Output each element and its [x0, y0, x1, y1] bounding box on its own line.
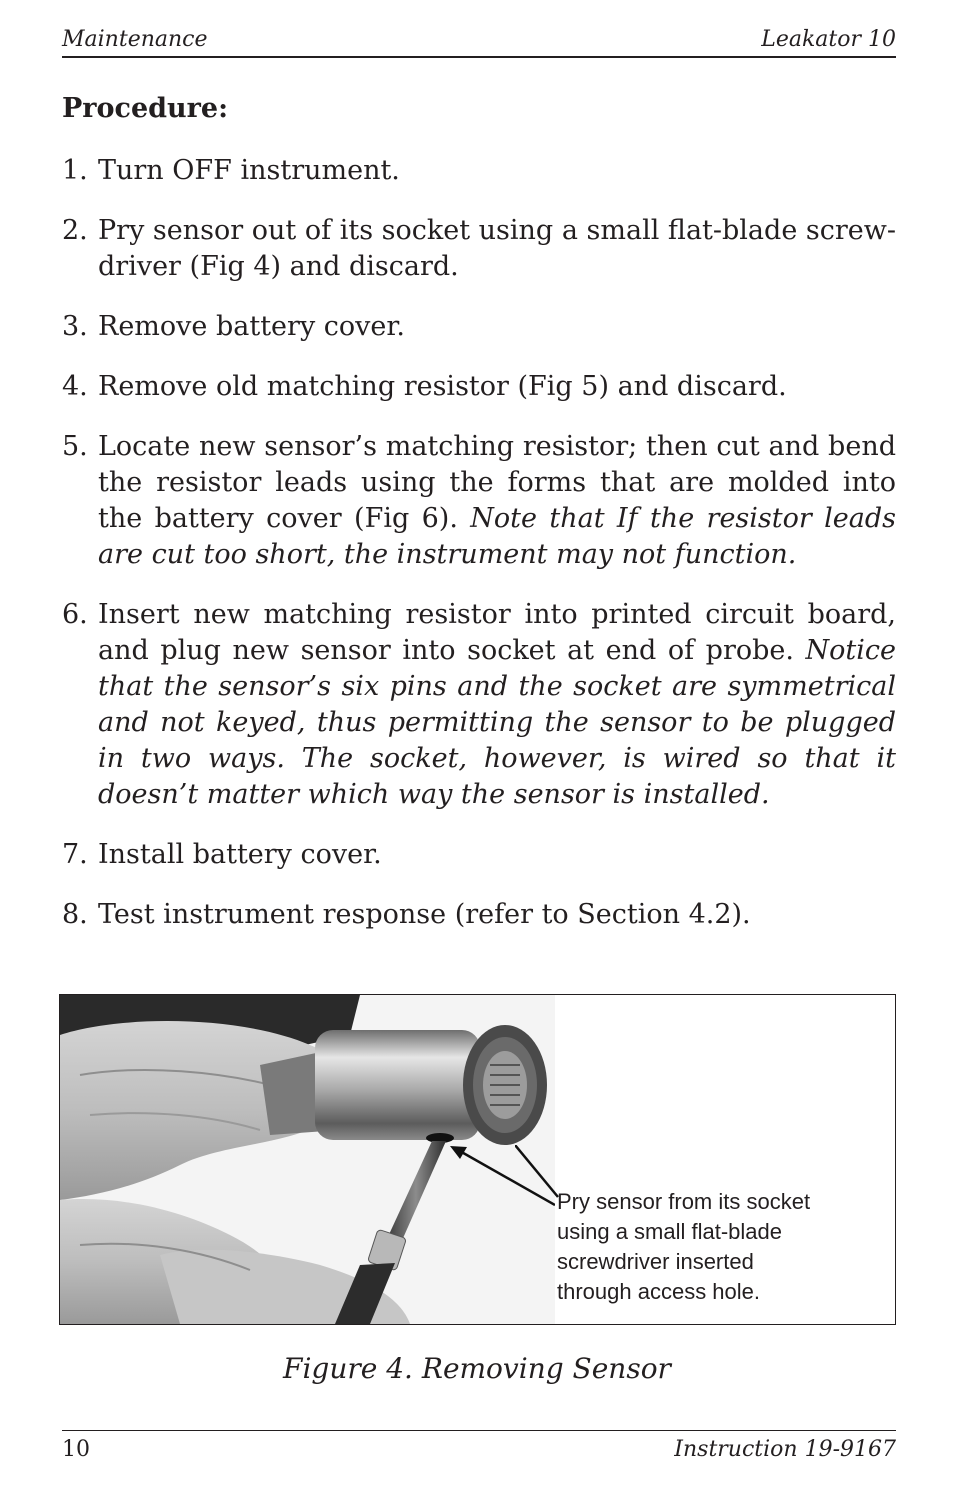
step-3: 3. Remove battery cover. [62, 311, 405, 342]
step-8: 8. Test instrument response (refer to Section 4.2). [62, 899, 751, 930]
step-7: 7. Install battery cover. [62, 839, 382, 870]
figure-removing-sensor [59, 994, 896, 1325]
step-5-note: Note that If the resistor leads are cut too short, the instrument may not function. [98, 503, 897, 570]
step-6-note: Notice that the sensor’s six pins and the socket are symmetrical and not keyed, thus permitting the sensor to be plugged in two ways. The socket, however, is wired so that it doesn’t matter which way the sensor is installed. [98, 635, 896, 810]
page-footer [62, 1430, 896, 1467]
step-1: 1. Turn OFF instrument. [62, 155, 400, 186]
figure-caption: Figure 4. Removing Sensor [283, 1352, 671, 1385]
header-product: Leakator 10 [761, 27, 896, 52]
callout-line-4: through access hole. [557, 1279, 761, 1304]
document-number: Instruction 19-9167 [674, 1437, 896, 1462]
figure-callout [557, 1187, 877, 1307]
step-2: 2. Pry sensor out of its socket using a small flat-blade screwdriver (Fig 4) and discard. [62, 215, 896, 282]
callout-line-3: screwdriver inserted [557, 1249, 754, 1274]
sensor-removal-photo [60, 995, 555, 1324]
callout-line-1: Pry sensor from its socket [557, 1189, 811, 1214]
callout-line-2: using a small flat-blade [557, 1219, 783, 1244]
step-5: 5. Locate new sensor’s matching resistor; then cut and bend the resistor leads using the forms that are molded into the battery cover (Fig 6). Note that If the resistor leads are cut too short, the instrument may not function. [62, 431, 897, 570]
step-4: 4. Remove old matching resistor (Fig 5) and discard. [62, 371, 787, 402]
page-header [62, 24, 896, 58]
procedure-steps [62, 153, 896, 933]
step-6: 6. Insert new matching resistor into printed circuit board, and plug new sensor into socket at end of probe. Notice that the sensor’s six pins and the socket are symmetrical and not keyed, thus permitting the sensor to be plugged in two ways. The socket, however, is wired so that it doesn’t matter which way the sensor is installed. [62, 599, 896, 810]
header-section: Maintenance [62, 27, 208, 52]
procedure-heading: Procedure: [62, 93, 229, 124]
page-number: 10 [62, 1437, 90, 1462]
